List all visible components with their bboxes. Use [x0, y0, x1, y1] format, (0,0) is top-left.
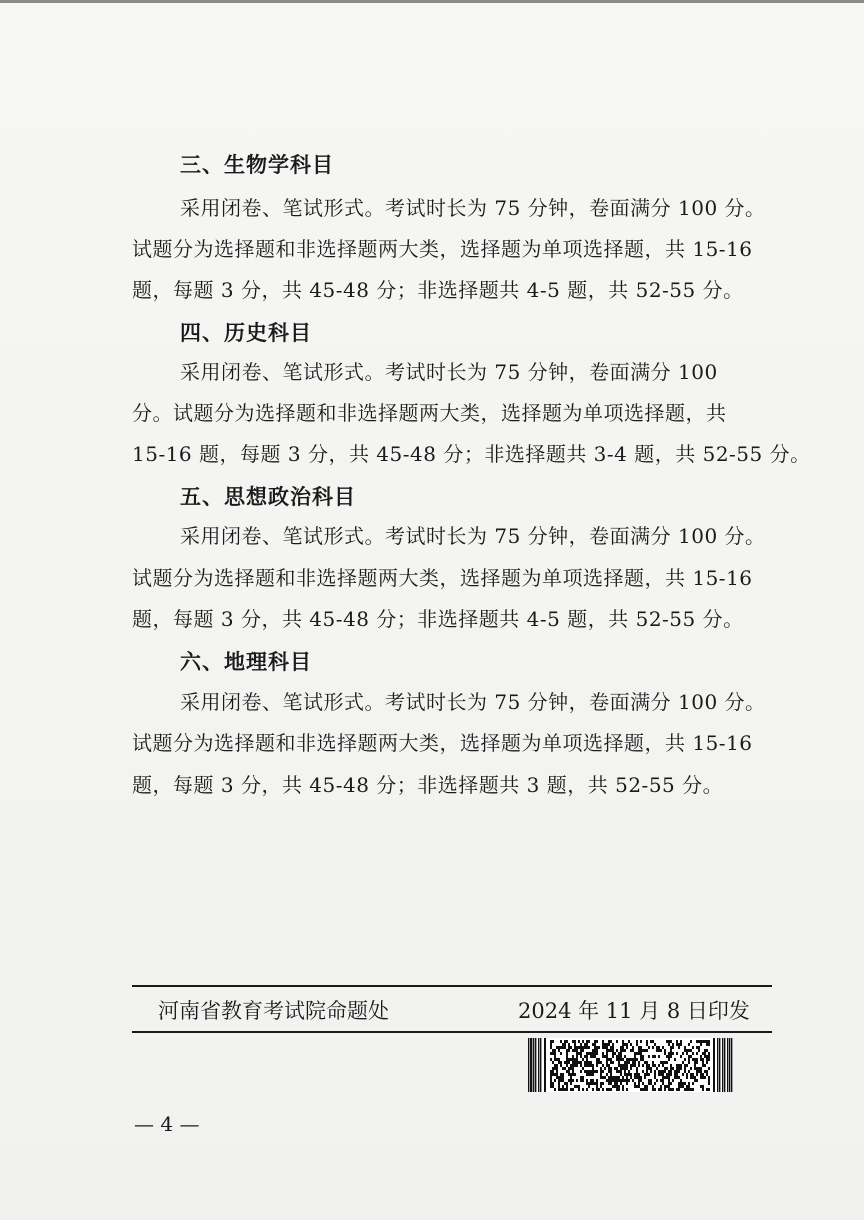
section-line: 试题分为选择题和非选择题两大类，选择题为单项选择题，共 15-16: [132, 237, 753, 261]
footer-issuer: 河南省教育考试院命题处: [158, 999, 389, 1023]
section-line: 题，每题 3 分，共 45-48 分；非选择题共 3 题，共 52-55 分。: [132, 773, 724, 797]
section-line: 采用闭卷、笔试形式。考试时长为 75 分钟，卷面满分 100 分。: [180, 524, 766, 548]
section-heading-politics: 五、思想政治科目: [180, 485, 356, 509]
2d-barcode-icon: [528, 1038, 733, 1092]
section-line: 采用闭卷、笔试形式。考试时长为 75 分钟，卷面满分 100 分。: [180, 690, 766, 714]
section-line: 试题分为选择题和非选择题两大类，选择题为单项选择题，共 15-16: [132, 731, 753, 755]
section-line: 题，每题 3 分，共 45-48 分；非选择题共 4-5 题，共 52-55 分。: [132, 607, 744, 631]
section-line: 15-16 题，每题 3 分，共 45-48 分；非选择题共 3-4 题，共 52-55 分。: [132, 442, 811, 466]
footer-issue-date: 2024 年 11 月 8 日印发: [518, 999, 750, 1023]
footer-bottom-rule: [132, 1031, 772, 1033]
section-line: 分。试题分为选择题和非选择题两大类，选择题为单项选择题，共: [132, 401, 727, 425]
section-heading-history: 四、历史科目: [180, 321, 312, 345]
footer-top-rule: [132, 985, 772, 987]
section-line: 采用闭卷、笔试形式。考试时长为 75 分钟，卷面满分 100: [180, 360, 718, 384]
section-heading-geography: 六、地理科目: [180, 650, 312, 674]
section-line: 采用闭卷、笔试形式。考试时长为 75 分钟，卷面满分 100 分。: [180, 196, 766, 220]
section-line: 试题分为选择题和非选择题两大类，选择题为单项选择题，共 15-16: [132, 566, 753, 590]
page-top-edge: [0, 0, 864, 3]
section-heading-biology: 三、生物学科目: [180, 153, 334, 177]
page-number: — 4 —: [134, 1112, 200, 1136]
section-line: 题，每题 3 分，共 45-48 分；非选择题共 4-5 题，共 52-55 分。: [132, 278, 744, 302]
